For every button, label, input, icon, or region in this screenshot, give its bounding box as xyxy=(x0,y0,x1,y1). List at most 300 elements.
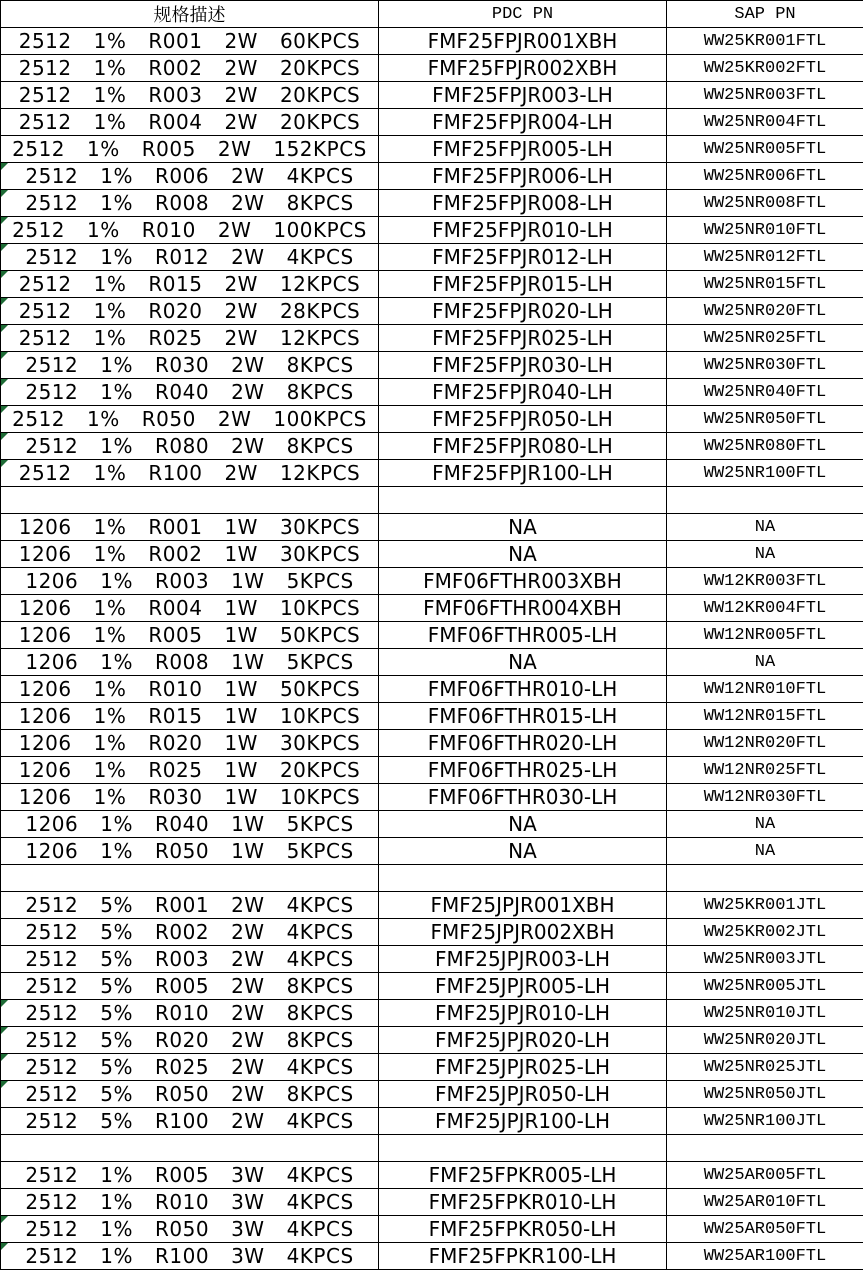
spec-token: 30KPCS xyxy=(280,731,360,755)
spec-token: 8KPCS xyxy=(287,974,354,998)
sap-pn-cell[interactable]: WW12NR010FTL xyxy=(667,676,863,703)
spec-text xyxy=(1,163,378,189)
spec-token: R030 xyxy=(155,353,209,377)
spec-token: 2W xyxy=(218,218,252,242)
spec-token: 60KPCS xyxy=(280,29,360,53)
spec-text xyxy=(1,1054,378,1080)
sap-pn-cell[interactable]: WW12KR004FTL xyxy=(667,595,863,622)
sap-pn-cell[interactable] xyxy=(667,865,863,892)
spec-token: 2512 xyxy=(19,326,72,350)
spec-token: R020 xyxy=(148,299,202,323)
spec-cell[interactable] xyxy=(1,811,379,838)
spec-token: 1% xyxy=(87,407,120,431)
spec-cell[interactable] xyxy=(1,1027,379,1054)
spec-token: 12KPCS xyxy=(280,272,360,296)
sap-pn-cell[interactable]: NA xyxy=(667,838,863,865)
spec-cell[interactable] xyxy=(1,865,379,892)
sap-pn-cell[interactable]: WW25NR010FTL xyxy=(667,217,863,244)
sap-pn-cell[interactable]: WW12KR003FTL xyxy=(667,568,863,595)
table-row xyxy=(1,757,863,784)
spec-token: R003 xyxy=(155,569,209,593)
spec-token: R010 xyxy=(148,677,202,701)
sap-pn-cell[interactable]: WW25NR010JTL xyxy=(667,1000,863,1027)
pdc-pn-cell[interactable]: FMF25FPJR003-LH xyxy=(379,82,667,109)
sap-pn-cell[interactable]: WW25KR002FTL xyxy=(667,55,863,82)
spec-token: 2512 xyxy=(12,407,65,431)
spec-text xyxy=(1,703,378,729)
sap-pn-cell[interactable]: WW25AR050FTL xyxy=(667,1216,863,1243)
sap-pn-cell[interactable]: WW25NR008FTL xyxy=(667,190,863,217)
spec-token: R025 xyxy=(148,758,202,782)
spec-token: 2512 xyxy=(12,137,65,161)
spec-cell[interactable] xyxy=(1,622,379,649)
sap-pn-cell[interactable]: WW12NR015FTL xyxy=(667,703,863,730)
spec-text xyxy=(1,136,378,162)
sap-pn-cell[interactable]: WW12NR005FTL xyxy=(667,622,863,649)
spec-cell[interactable] xyxy=(1,1135,379,1162)
spec-cell[interactable] xyxy=(1,298,379,325)
spec-text xyxy=(1,919,378,945)
pdc-pn-cell[interactable]: NA xyxy=(379,838,667,865)
pdc-pn-cell[interactable]: FMF25FPJR010-LH xyxy=(379,217,667,244)
spec-token: 1% xyxy=(100,650,133,674)
table-row xyxy=(1,703,863,730)
spec-cell[interactable] xyxy=(1,757,379,784)
sap-pn-cell[interactable]: WW25NR006FTL xyxy=(667,163,863,190)
spec-token: 1206 xyxy=(25,839,78,863)
spec-cell[interactable] xyxy=(1,1054,379,1081)
pdc-pn-cell[interactable]: FMF06FTHR010-LH xyxy=(379,676,667,703)
spec-token: 2512 xyxy=(25,947,78,971)
sap-pn-cell[interactable]: WW25NR004FTL xyxy=(667,109,863,136)
spec-token: 2W xyxy=(224,272,258,296)
sap-pn-cell[interactable]: WW25NR012FTL xyxy=(667,244,863,271)
spec-token: 2512 xyxy=(19,56,72,80)
spec-token: 1% xyxy=(100,245,133,269)
sap-pn-cell[interactable]: WW25NR003FTL xyxy=(667,82,863,109)
spec-token: 1206 xyxy=(25,650,78,674)
spec-cell[interactable] xyxy=(1,649,379,676)
pdc-pn-cell[interactable] xyxy=(379,487,667,514)
spec-token: 5% xyxy=(100,1001,133,1025)
spec-token: 1% xyxy=(94,461,127,485)
sap-pn-cell[interactable]: WW25KR002JTL xyxy=(667,919,863,946)
pdc-pn-cell[interactable]: FMF25JPJR010-LH xyxy=(379,1000,667,1027)
pdc-pn-cell[interactable]: FMF25FPJR008-LH xyxy=(379,190,667,217)
spec-cell[interactable] xyxy=(1,460,379,487)
spec-token: 1206 xyxy=(19,596,72,620)
spec-token: 1% xyxy=(94,56,127,80)
spec-token: 2512 xyxy=(25,1163,78,1187)
table-row xyxy=(1,190,863,217)
spec-token: 1% xyxy=(87,137,120,161)
sap-pn-cell[interactable]: WW25NR080FTL xyxy=(667,433,863,460)
spec-token: 2512 xyxy=(25,1082,78,1106)
spec-token: 30KPCS xyxy=(280,542,360,566)
spec-token: 5% xyxy=(100,1028,133,1052)
spec-cell[interactable] xyxy=(1,1189,379,1216)
pdc-pn-cell[interactable]: FMF25JPJR025-LH xyxy=(379,1054,667,1081)
spec-token: 2512 xyxy=(25,1244,78,1268)
spec-cell[interactable] xyxy=(1,703,379,730)
spec-token: 4KPCS xyxy=(287,1244,354,1268)
spec-token: 2512 xyxy=(25,191,78,215)
spec-token: 2W xyxy=(231,434,265,458)
pdc-pn-cell[interactable]: FMF25FPJR020-LH xyxy=(379,298,667,325)
table-row xyxy=(1,1162,863,1189)
spec-token: 2512 xyxy=(19,29,72,53)
spec-cell[interactable] xyxy=(1,190,379,217)
table-row xyxy=(1,217,863,244)
sap-pn-cell[interactable]: WW25NR003JTL xyxy=(667,946,863,973)
table-row xyxy=(1,676,863,703)
sap-pn-cell[interactable]: WW25AR100FTL xyxy=(667,1243,863,1270)
spec-text xyxy=(1,55,378,81)
spec-cell[interactable] xyxy=(1,136,379,163)
pdc-pn-cell[interactable]: FMF06FTHR003XBH xyxy=(379,568,667,595)
header-cell-pdc-pn[interactable]: PDC PN xyxy=(379,1,667,28)
spec-token: 1W xyxy=(224,542,258,566)
sap-pn-cell[interactable]: NA xyxy=(667,649,863,676)
pdc-pn-cell[interactable] xyxy=(379,865,667,892)
spec-cell[interactable] xyxy=(1,568,379,595)
spec-token: 2W xyxy=(231,974,265,998)
table-row xyxy=(1,1081,863,1108)
spec-token: 2512 xyxy=(19,461,72,485)
spec-token: 1206 xyxy=(19,785,72,809)
table-row xyxy=(1,1243,863,1270)
spec-token: 2W xyxy=(224,56,258,80)
spec-cell[interactable] xyxy=(1,730,379,757)
spec-token: 2512 xyxy=(25,245,78,269)
pdc-pn-cell[interactable]: FMF25FPJR040-LH xyxy=(379,379,667,406)
pdc-pn-cell[interactable]: FMF06FTHR020-LH xyxy=(379,730,667,757)
spec-cell[interactable] xyxy=(1,82,379,109)
table-row xyxy=(1,1216,863,1243)
spec-token: 1W xyxy=(224,785,258,809)
spec-cell[interactable] xyxy=(1,919,379,946)
spec-token: 2W xyxy=(231,1082,265,1106)
pdc-pn-cell[interactable]: FMF25FPJR050-LH xyxy=(379,406,667,433)
spec-token: 2W xyxy=(231,1109,265,1133)
sap-pn-cell[interactable]: NA xyxy=(667,514,863,541)
pdc-pn-cell[interactable]: FMF06FTHR005-LH xyxy=(379,622,667,649)
sap-pn-cell[interactable]: NA xyxy=(667,541,863,568)
spec-cell[interactable] xyxy=(1,244,379,271)
spec-cell[interactable] xyxy=(1,163,379,190)
header-cell-sap-pn[interactable]: SAP PN xyxy=(667,1,863,28)
spec-cell[interactable] xyxy=(1,541,379,568)
pdc-pn-cell[interactable]: FMF06FTHR004XBH xyxy=(379,595,667,622)
table-row xyxy=(1,55,863,82)
table-row xyxy=(1,622,863,649)
table-row xyxy=(1,784,863,811)
pdc-pn-cell[interactable]: FMF25FPKR010-LH xyxy=(379,1189,667,1216)
spec-token: 5% xyxy=(100,947,133,971)
spec-token: 8KPCS xyxy=(287,1001,354,1025)
spec-token: 4KPCS xyxy=(287,1190,354,1214)
spec-text xyxy=(1,784,378,810)
pdc-pn-cell[interactable]: FMF25JPJR005-LH xyxy=(379,973,667,1000)
spec-text xyxy=(1,892,378,918)
pdc-pn-cell[interactable]: FMF25JPJR003-LH xyxy=(379,946,667,973)
spec-token: 12KPCS xyxy=(280,326,360,350)
spec-cell[interactable] xyxy=(1,514,379,541)
spec-cell[interactable] xyxy=(1,973,379,1000)
pdc-pn-cell[interactable]: FMF25FPJR012-LH xyxy=(379,244,667,271)
spec-token: 8KPCS xyxy=(287,1082,354,1106)
sap-pn-cell[interactable]: WW25AR005FTL xyxy=(667,1162,863,1189)
table-row xyxy=(1,406,863,433)
spec-token: 1% xyxy=(100,1217,133,1241)
spec-token: 2W xyxy=(224,461,258,485)
spec-token: 2W xyxy=(218,137,252,161)
spec-token: 1W xyxy=(224,596,258,620)
table-row xyxy=(1,1108,863,1135)
sap-pn-cell[interactable] xyxy=(667,1135,863,1162)
spec-token: 10KPCS xyxy=(280,596,360,620)
spec-token: 1W xyxy=(231,569,265,593)
spec-cell[interactable] xyxy=(1,109,379,136)
spec-cell[interactable] xyxy=(1,892,379,919)
pdc-pn-cell[interactable]: FMF25FPJR030-LH xyxy=(379,352,667,379)
spec-text xyxy=(1,1081,378,1107)
spec-token: 2W xyxy=(231,947,265,971)
spec-token: R012 xyxy=(155,245,209,269)
spec-token: R001 xyxy=(148,29,202,53)
spec-cell[interactable] xyxy=(1,352,379,379)
spec-token: 4KPCS xyxy=(287,245,354,269)
spec-text xyxy=(1,1108,378,1134)
spec-token: R005 xyxy=(142,137,196,161)
spec-token: 1% xyxy=(94,272,127,296)
table-row xyxy=(1,1189,863,1216)
spec-token: 5KPCS xyxy=(287,569,354,593)
sap-pn-cell[interactable]: WW25NR020FTL xyxy=(667,298,863,325)
spec-token: 2W xyxy=(224,326,258,350)
pdc-pn-cell[interactable]: FMF25JPJR050-LH xyxy=(379,1081,667,1108)
spec-token: 2512 xyxy=(25,1028,78,1052)
spec-cell[interactable] xyxy=(1,271,379,298)
spec-text xyxy=(1,406,378,432)
spec-token: 152KPCS xyxy=(273,137,367,161)
spec-cell[interactable] xyxy=(1,1216,379,1243)
spec-token: 5% xyxy=(100,920,133,944)
sap-pn-cell[interactable]: WW12NR025FTL xyxy=(667,757,863,784)
table-row xyxy=(1,838,863,865)
spec-token: 1% xyxy=(94,596,127,620)
table-row xyxy=(1,595,863,622)
spec-cell[interactable] xyxy=(1,1000,379,1027)
spec-token: 4KPCS xyxy=(287,164,354,188)
pdc-pn-cell[interactable]: FMF25FPJR006-LH xyxy=(379,163,667,190)
pdc-pn-cell[interactable]: NA xyxy=(379,811,667,838)
pdc-pn-cell[interactable]: FMF25FPKR050-LH xyxy=(379,1216,667,1243)
spec-cell[interactable] xyxy=(1,487,379,514)
spec-cell[interactable] xyxy=(1,1108,379,1135)
table-row xyxy=(1,919,863,946)
sap-pn-cell[interactable]: WW25NR030FTL xyxy=(667,352,863,379)
pdc-pn-cell[interactable]: FMF25FPJR004-LH xyxy=(379,109,667,136)
pdc-pn-cell[interactable]: FMF25JPJR100-LH xyxy=(379,1108,667,1135)
spec-text xyxy=(1,676,378,702)
pdc-pn-cell[interactable]: FMF06FTHR025-LH xyxy=(379,757,667,784)
table-row xyxy=(1,271,863,298)
spacer-row xyxy=(1,487,863,514)
spec-cell[interactable] xyxy=(1,433,379,460)
spec-token: 2512 xyxy=(25,1217,78,1241)
spec-cell[interactable] xyxy=(1,28,379,55)
spec-token: 2512 xyxy=(19,83,72,107)
spec-token: 1% xyxy=(94,515,127,539)
sap-pn-cell[interactable]: WW25NR040FTL xyxy=(667,379,863,406)
pdc-pn-cell[interactable]: FMF25FPJR025-LH xyxy=(379,325,667,352)
spec-token: 1206 xyxy=(19,758,72,782)
spec-text xyxy=(1,595,378,621)
spec-cell[interactable] xyxy=(1,1162,379,1189)
pdc-pn-cell[interactable] xyxy=(379,1135,667,1162)
spec-token: 1% xyxy=(94,785,127,809)
table-row xyxy=(1,973,863,1000)
spec-token: 2W xyxy=(231,893,265,917)
pdc-pn-cell[interactable]: NA xyxy=(379,649,667,676)
spec-token: 1W xyxy=(224,677,258,701)
spec-token: R040 xyxy=(155,812,209,836)
spec-token: 2512 xyxy=(25,380,78,404)
sap-pn-cell[interactable]: WW25AR010FTL xyxy=(667,1189,863,1216)
spec-token: 1% xyxy=(94,29,127,53)
spec-token: 2W xyxy=(218,407,252,431)
table-row xyxy=(1,379,863,406)
spec-cell[interactable] xyxy=(1,676,379,703)
spec-token: 1206 xyxy=(19,623,72,647)
pdc-pn-cell[interactable]: NA xyxy=(379,541,667,568)
table-row xyxy=(1,1000,863,1027)
spec-token: 1% xyxy=(94,326,127,350)
header-cell-spec[interactable]: 规格描述 xyxy=(1,1,379,28)
spec-text xyxy=(1,190,378,216)
spacer-row xyxy=(1,1135,863,1162)
spec-cell[interactable] xyxy=(1,784,379,811)
spec-token: 1% xyxy=(100,380,133,404)
spec-token: R020 xyxy=(155,1028,209,1052)
spec-text xyxy=(1,973,378,999)
spec-token: 1% xyxy=(94,677,127,701)
spec-token: 1W xyxy=(231,812,265,836)
sap-pn-cell[interactable]: WW25NR025JTL xyxy=(667,1054,863,1081)
sap-pn-cell[interactable]: WW25NR050FTL xyxy=(667,406,863,433)
spec-token: 1% xyxy=(100,812,133,836)
pdc-pn-cell[interactable]: FMF06FTHR030-LH xyxy=(379,784,667,811)
sap-pn-cell[interactable]: WW25NR015FTL xyxy=(667,271,863,298)
sap-pn-cell[interactable]: NA xyxy=(667,811,863,838)
spec-token: R003 xyxy=(155,947,209,971)
spec-token: R008 xyxy=(155,191,209,215)
pdc-pn-cell[interactable]: FMF25JPJR001XBH xyxy=(379,892,667,919)
sap-pn-cell[interactable]: WW25KR001FTL xyxy=(667,28,863,55)
pdc-pn-cell[interactable]: FMF25FPJR002XBH xyxy=(379,55,667,82)
pdc-pn-cell[interactable]: FMF25FPKR005-LH xyxy=(379,1162,667,1189)
spec-token: R025 xyxy=(148,326,202,350)
sap-pn-cell[interactable]: WW25NR005JTL xyxy=(667,973,863,1000)
spec-token: R010 xyxy=(155,1001,209,1025)
sap-pn-cell[interactable]: WW25KR001JTL xyxy=(667,892,863,919)
spec-token: 1206 xyxy=(25,812,78,836)
spec-token: 2512 xyxy=(25,353,78,377)
spec-token: 4KPCS xyxy=(287,1217,354,1241)
spec-cell[interactable] xyxy=(1,325,379,352)
table-row xyxy=(1,28,863,55)
spec-token: R002 xyxy=(148,56,202,80)
spec-cell[interactable] xyxy=(1,1081,379,1108)
table-row xyxy=(1,649,863,676)
spec-token: 1W xyxy=(224,515,258,539)
sap-pn-cell[interactable]: WW25NR100JTL xyxy=(667,1108,863,1135)
pdc-pn-cell[interactable]: NA xyxy=(379,514,667,541)
spec-token: R100 xyxy=(155,1109,209,1133)
pdc-pn-cell[interactable]: FMF06FTHR015-LH xyxy=(379,703,667,730)
spec-token: 1W xyxy=(224,758,258,782)
spec-token: 2512 xyxy=(12,218,65,242)
spec-cell[interactable] xyxy=(1,1243,379,1270)
spec-token: 5KPCS xyxy=(287,812,354,836)
spec-text xyxy=(1,568,378,594)
pdc-pn-cell[interactable]: FMF25JPJR020-LH xyxy=(379,1027,667,1054)
spec-token: 2W xyxy=(231,920,265,944)
spec-token: 12KPCS xyxy=(280,461,360,485)
spec-token: 2W xyxy=(231,1055,265,1079)
spec-cell[interactable] xyxy=(1,946,379,973)
table-row xyxy=(1,82,863,109)
sap-pn-cell[interactable]: WW25NR025FTL xyxy=(667,325,863,352)
spec-token: 2W xyxy=(231,1028,265,1052)
pdc-pn-cell[interactable]: FMF25JPJR002XBH xyxy=(379,919,667,946)
spec-cell[interactable] xyxy=(1,406,379,433)
spec-token: 5KPCS xyxy=(287,650,354,674)
sap-pn-cell[interactable]: WW12NR020FTL xyxy=(667,730,863,757)
spec-cell[interactable] xyxy=(1,217,379,244)
pdc-pn-cell[interactable]: FMF25FPKR100-LH xyxy=(379,1243,667,1270)
pdc-pn-cell[interactable]: FMF25FPJR080-LH xyxy=(379,433,667,460)
sap-pn-cell[interactable]: WW12NR030FTL xyxy=(667,784,863,811)
sap-pn-cell[interactable]: WW25NR100FTL xyxy=(667,460,863,487)
spec-token: 3W xyxy=(231,1190,265,1214)
pdc-pn-cell[interactable]: FMF25FPJR005-LH xyxy=(379,136,667,163)
spec-text xyxy=(1,514,378,540)
sap-pn-cell[interactable]: WW25NR005FTL xyxy=(667,136,863,163)
pdc-pn-cell[interactable]: FMF25FPJR001XBH xyxy=(379,28,667,55)
table-row xyxy=(1,352,863,379)
spec-cell[interactable] xyxy=(1,55,379,82)
spec-cell[interactable] xyxy=(1,595,379,622)
table-row xyxy=(1,433,863,460)
spec-token: 2512 xyxy=(19,110,72,134)
spec-token: 1% xyxy=(94,299,127,323)
spec-token: 5% xyxy=(100,1082,133,1106)
spec-text xyxy=(1,1027,378,1053)
sap-pn-cell[interactable]: WW25NR020JTL xyxy=(667,1027,863,1054)
spec-token: 2W xyxy=(224,29,258,53)
pdc-pn-cell[interactable]: FMF25FPJR015-LH xyxy=(379,271,667,298)
spec-token: R050 xyxy=(155,1217,209,1241)
pdc-pn-cell[interactable]: FMF25FPJR100-LH xyxy=(379,460,667,487)
spec-token: 1W xyxy=(231,650,265,674)
sap-pn-cell[interactable]: WW25NR050JTL xyxy=(667,1081,863,1108)
sap-pn-cell[interactable] xyxy=(667,487,863,514)
spec-cell[interactable] xyxy=(1,379,379,406)
spec-cell[interactable] xyxy=(1,838,379,865)
spec-token: 5% xyxy=(100,1109,133,1133)
